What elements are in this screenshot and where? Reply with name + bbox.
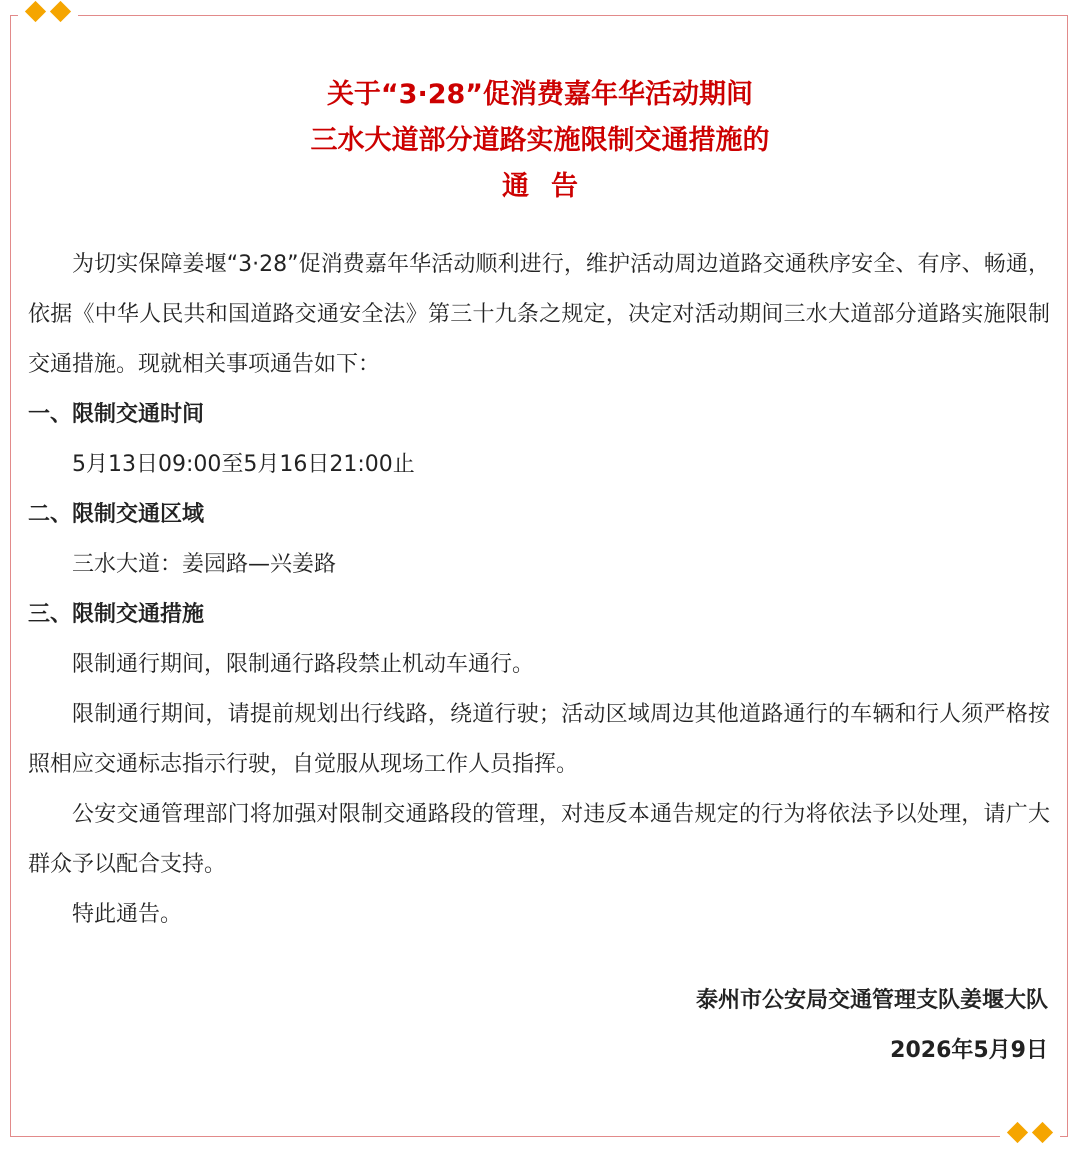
- measures-paragraph-1: 限制通行期间，限制通行路段禁止机动车通行。: [72, 652, 535, 677]
- section-text-time: 5月13日09:00至5月16日21:00止: [72, 452, 415, 477]
- signature-date: 2026年5月9日: [890, 1038, 1048, 1063]
- section-text-area: 三水大道：姜园路—兴姜路: [72, 552, 337, 577]
- top-decoration: [18, 4, 78, 19]
- section-heading-area: 二、限制交通区域: [28, 502, 205, 527]
- signature-block: [696, 976, 1048, 1076]
- signature-org: 泰州市公安局交通管理支队姜堰大队: [695, 988, 1048, 1013]
- bottom-decoration: [1000, 1125, 1060, 1140]
- closing-paragraph: 特此通告。: [72, 902, 183, 927]
- notice-body: [28, 240, 1050, 940]
- title-line-3: 通告: [502, 171, 600, 202]
- diamond-decoration-icon: [50, 1, 71, 22]
- title-line-1: 关于“3·28”促消费嘉年华活动期间: [326, 79, 754, 110]
- title-line-2: 三水大道部分道路实施限制交通措施的: [310, 125, 770, 156]
- section-heading-time: 一、限制交通时间: [28, 402, 205, 427]
- diamond-decoration-icon: [1032, 1122, 1053, 1143]
- notice-title: [0, 72, 1080, 210]
- measures-paragraph-2: 限制通行期间，请提前规划出行线路，绕道行驶；活动区域周边其他道路通行的车辆和行人须严格按照相应交通标志指示行驶，自觉服从现场工作人员指挥。: [28, 702, 1050, 777]
- section-heading-measures: 三、限制交通措施: [28, 602, 205, 627]
- diamond-decoration-icon: [1007, 1122, 1028, 1143]
- measures-paragraph-3: 公安交通管理部门将加强对限制交通路段的管理，对违反本通告规定的行为将依法予以处理，请广大群众予以配合支持。: [28, 802, 1050, 877]
- diamond-decoration-icon: [25, 1, 46, 22]
- intro-paragraph: 为切实保障姜堰“3·28”促消费嘉年华活动顺利进行，维护活动周边道路交通秩序安全、有序、畅通，依据《中华人民共和国道路交通安全法》第三十九条之规定，决定对活动期间三水大道部分道路实施限制交通措施。现就相关事项通告如下：: [28, 252, 1050, 377]
